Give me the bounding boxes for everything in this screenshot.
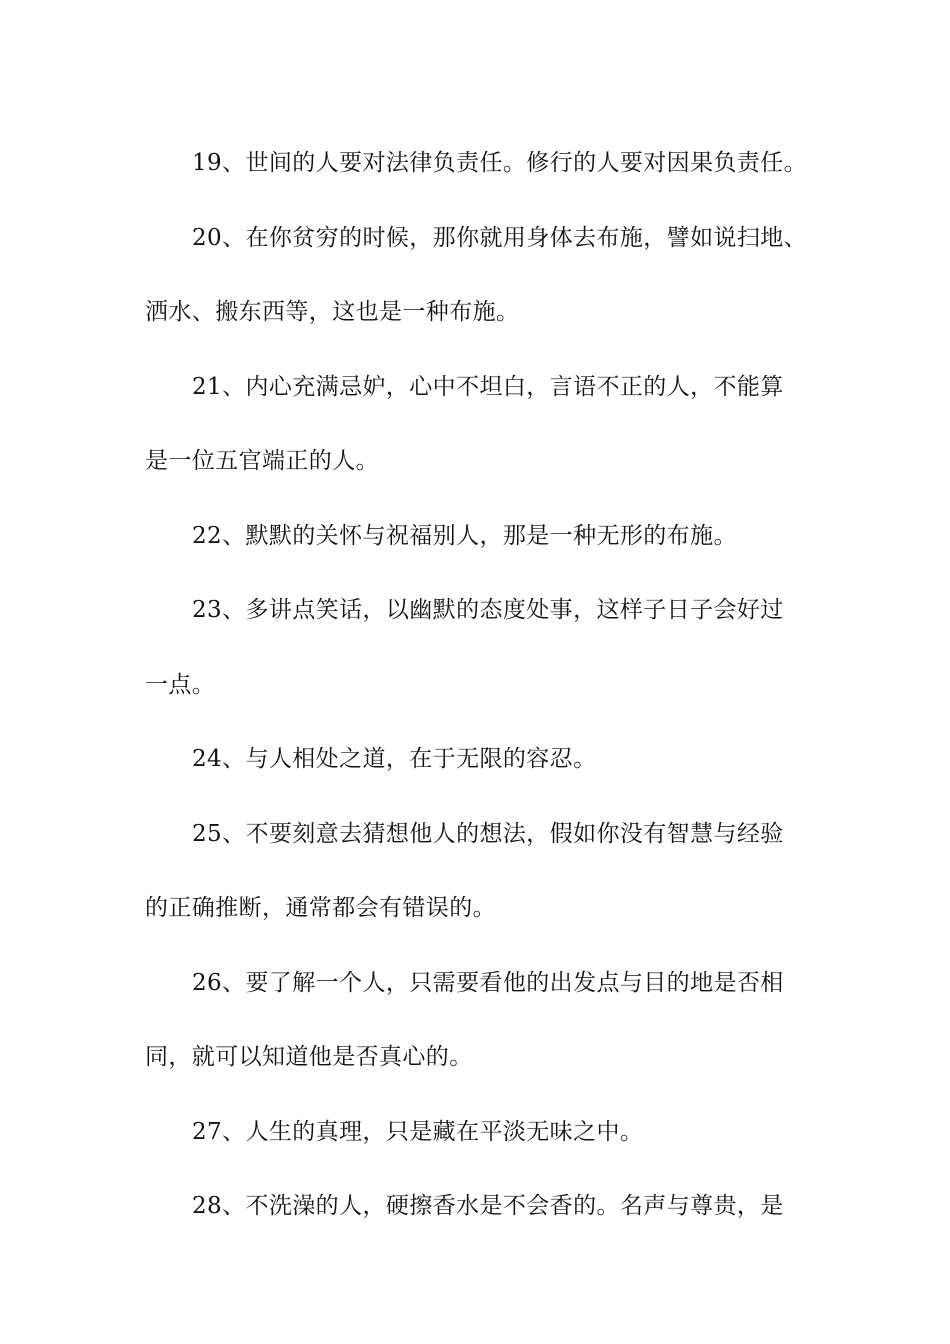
text-line: 20、在你贫穷的时候，那你就用身体去布施，譬如说扫地、 <box>192 224 808 251</box>
text-line: 洒水、搬东西等，这也是一种布施。 <box>145 299 520 325</box>
text-line: 一点。 <box>145 671 216 698</box>
text-line: 是一位五官端正的人。 <box>145 448 379 474</box>
text-line: 21、内心充满忌妒，心中不坦白，言语不正的人，不能算 <box>192 373 784 400</box>
text-line: 同，就可以知道他是否真心的。 <box>145 1044 473 1070</box>
document-body <box>145 126 810 1244</box>
text-line: 26、要了解一个人，只需要看他的出发点与目的地是否相 <box>192 969 784 996</box>
text-line: 23、多讲点笑话，以幽默的态度处事，这样子日子会好过 <box>192 597 784 623</box>
text-line: 24、与人相处之道，在于无限的容忍。 <box>192 746 597 772</box>
text-line: 19、世间的人要对法律负责任。修行的人要对因果负责任。 <box>192 150 808 176</box>
text-line: 22、默默的关怀与祝福别人，那是一种无形的布施。 <box>192 522 737 549</box>
text-line: 27、人生的真理，只是藏在平淡无味之中。 <box>192 1118 644 1145</box>
text-line: 25、不要刻意去猜想他人的想法，假如你没有智慧与经验 <box>192 820 784 847</box>
text-line: 28、不洗澡的人，硬擦香水是不会香的。名声与尊贵，是 <box>192 1193 784 1219</box>
text-line: 的正确推断，通常都会有错误的。 <box>145 895 496 921</box>
